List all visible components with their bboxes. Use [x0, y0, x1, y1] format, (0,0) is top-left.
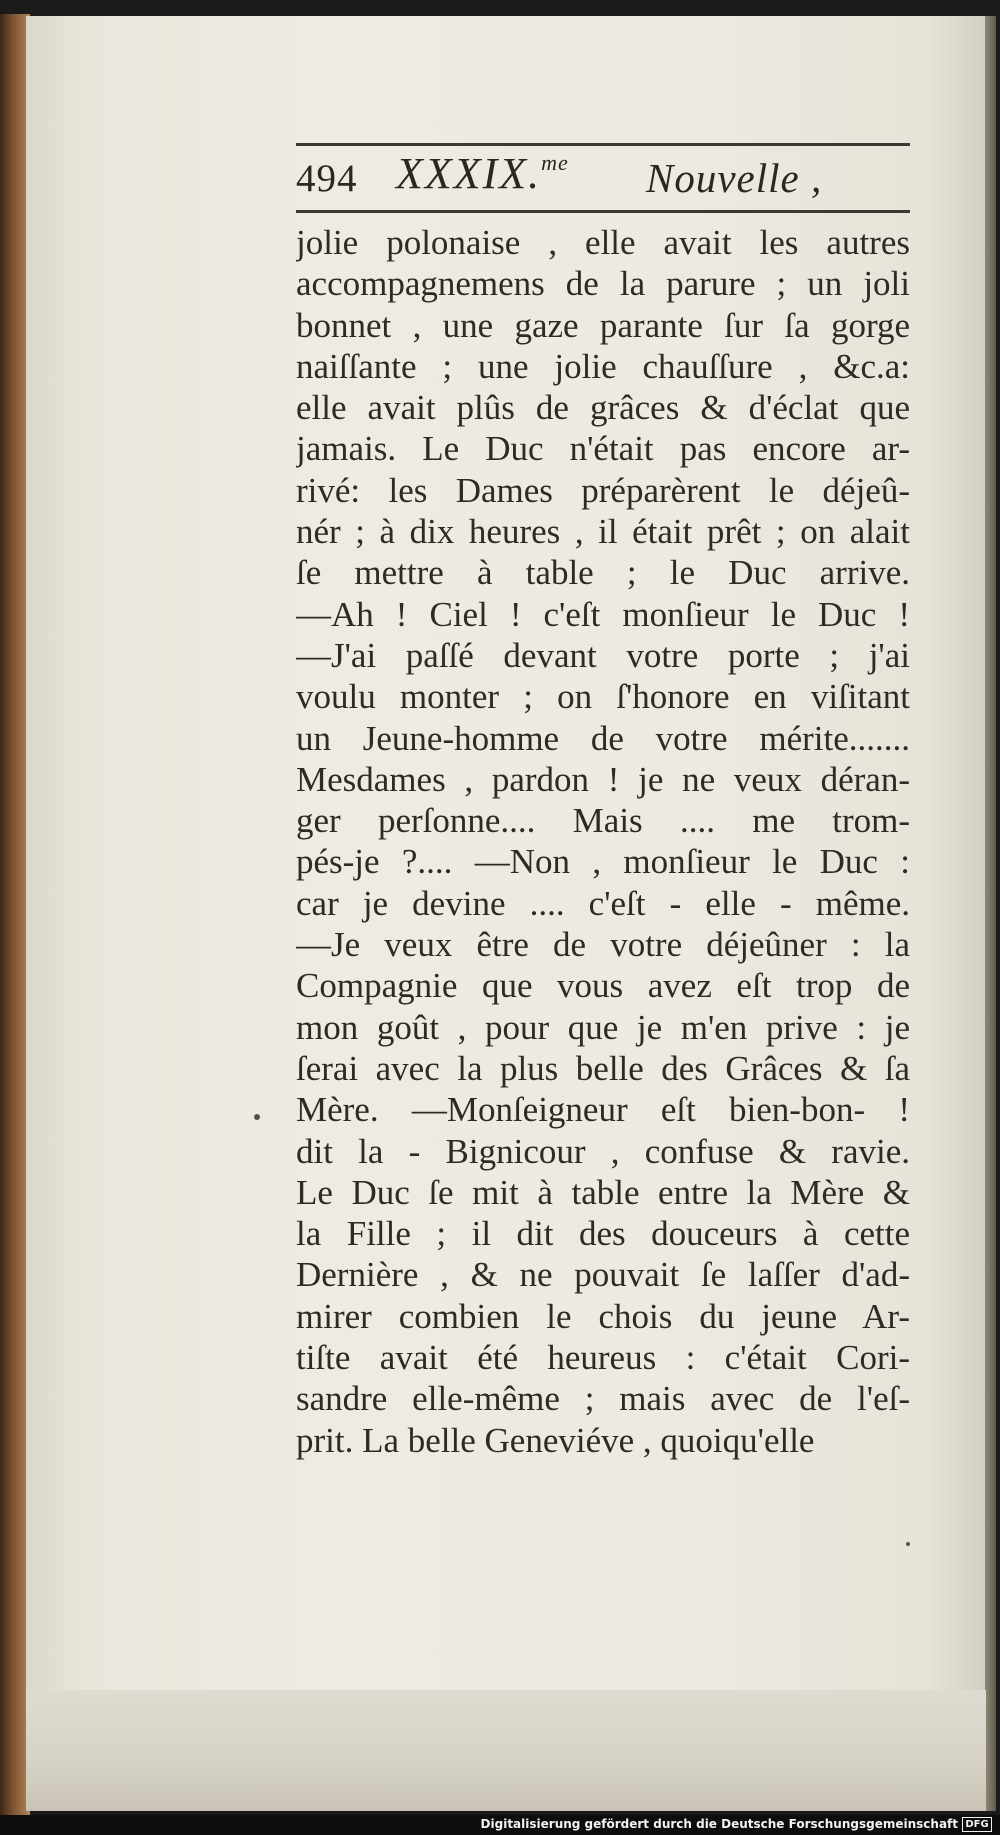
running-head-numeral: XXXIX. [396, 149, 542, 198]
text-line: naiſſante ; une jolie chauſſure , &c.a: [296, 346, 910, 386]
running-head [296, 148, 910, 208]
text-line: nér ; à dix heures , il était prêt ; on alait [296, 512, 910, 552]
text-line: sandre elle-même ; mais avec de l'eſ- [296, 1379, 910, 1419]
text-line: jamais. Le Duc n'était pas encore ar- [296, 429, 910, 469]
text-line: —J'ai paſſé devant votre porte ; j'ai [296, 635, 910, 675]
text-line: Mère. —Monſeigneur eſt bien-bon- ! [296, 1090, 910, 1130]
dfg-logo-badge: DFG [962, 1817, 992, 1832]
text-line: dit la - Bignicour , confuse & ravie. [296, 1131, 910, 1171]
text-line: la Fille ; il dit des douceurs à cette [296, 1214, 910, 1254]
text-line: rivé: les Dames préparèrent le déjeû- [296, 470, 910, 510]
running-head-superscript: me [541, 150, 569, 175]
body-text [296, 222, 910, 1461]
text-line: mirer combien le chois du jeune Ar- [296, 1296, 910, 1336]
text-line: un Jeune-homme de votre mérite....... [296, 718, 910, 758]
header-rule-top [296, 143, 910, 146]
text-line: Le Duc ſe mit à table entre la Mère & [296, 1172, 910, 1212]
text-line: bonnet , une gaze parante ſur ſa gorge [296, 305, 910, 345]
page-bottom-edge [26, 1690, 988, 1811]
text-line: Dernière , & ne pouvait ſe laſſer d'ad- [296, 1255, 910, 1295]
running-head-subject: Nouvelle , [646, 155, 823, 201]
text-line: elle avait plûs de grâces & d'éclat que [296, 388, 910, 428]
text-line: Compagnie que vous avez eſt trop de [296, 966, 910, 1006]
header-rule-bottom [296, 210, 910, 213]
footer-credit: Digitalisierung gefördert durch die Deutsche Forschungsgemeinschaft [480, 1817, 958, 1831]
text-line: tiſte avait été heureus : c'était Cori- [296, 1338, 910, 1378]
text-line: voulu monter ; on ſ'honore en viſitant [296, 677, 910, 717]
text-line: —Je veux être de votre déjeûner : la [296, 925, 910, 965]
text-line: jolie polonaise , elle avait les autres [296, 223, 910, 262]
text-line: prit. La belle Geneviéve , quoiqu'elle [296, 1420, 815, 1460]
margin-speck [254, 1114, 260, 1120]
running-head-title [396, 148, 569, 199]
page-right-edge [986, 16, 996, 1811]
text-line: ſerai avec la plus belle des Grâces & ſa [296, 1048, 910, 1088]
text-line: ger perſonne.... Mais .... me trom- [296, 801, 910, 841]
text-line: —Ah ! Ciel ! c'eſt monſieur le Duc ! [296, 594, 910, 634]
margin-speck [906, 1542, 910, 1546]
text-line: pés-je ?.... —Non , monſieur le Duc : [296, 842, 910, 882]
page-number: 494 [296, 157, 358, 200]
text-line: ſe mettre à table ; le Duc arrive. [296, 553, 910, 593]
text-line: Mesdames , pardon ! je ne veux déran- [296, 759, 910, 799]
text-line: car je devine .... c'eſt - elle - même. [296, 883, 910, 923]
text-line: mon goût , pour que je m'en prive : je [296, 1007, 910, 1047]
digitization-footer [0, 1815, 1000, 1835]
text-line: accompagnemens de la parure ; un joli [296, 264, 910, 304]
